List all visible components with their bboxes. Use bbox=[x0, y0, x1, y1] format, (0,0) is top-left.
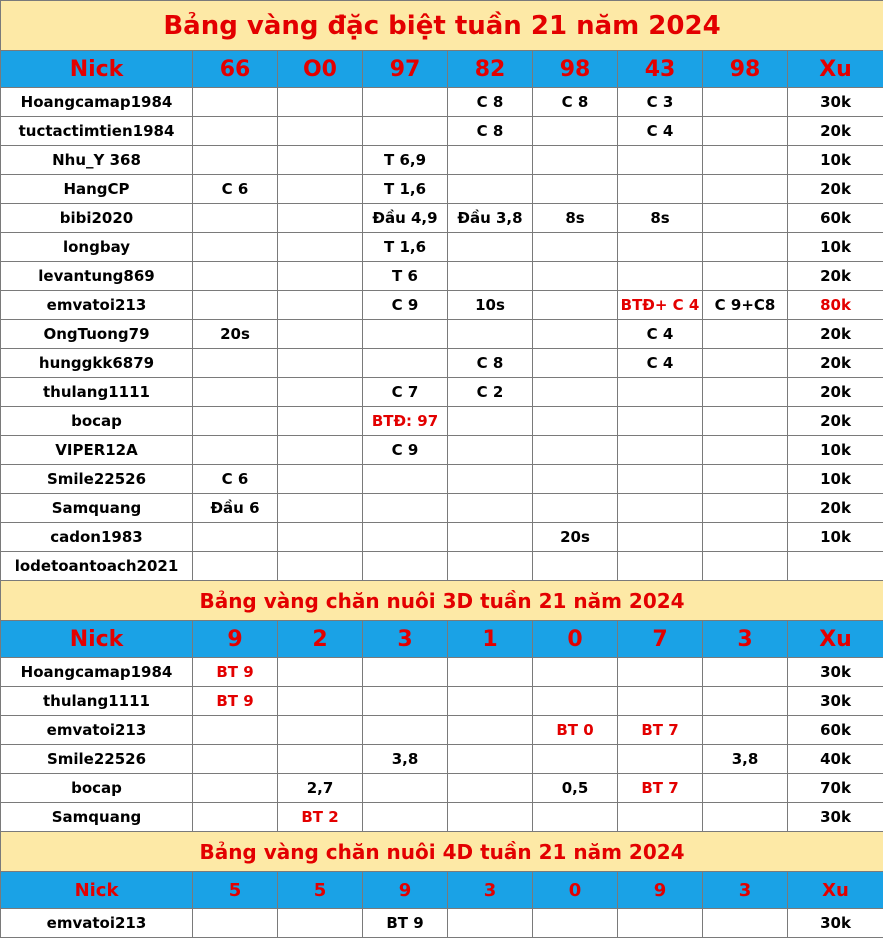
pick-cell bbox=[703, 494, 788, 523]
pick-cell bbox=[363, 465, 448, 494]
xu-cell: 20k bbox=[788, 494, 883, 523]
pick-cell bbox=[278, 465, 363, 494]
pick-cell: 8s bbox=[533, 204, 618, 233]
nick-cell: bocap bbox=[1, 774, 193, 803]
pick-cell bbox=[618, 378, 703, 407]
nick-cell: longbay bbox=[1, 233, 193, 262]
xu-cell: 20k bbox=[788, 378, 883, 407]
pick-cell bbox=[448, 687, 533, 716]
column-header: 0 bbox=[533, 872, 618, 909]
table-row bbox=[1, 349, 883, 378]
table-row bbox=[1, 716, 883, 745]
pick-cell bbox=[618, 465, 703, 494]
pick-cell bbox=[618, 407, 703, 436]
table-row bbox=[1, 552, 883, 581]
xu-cell: 80k bbox=[788, 291, 883, 320]
pick-cell bbox=[448, 407, 533, 436]
column-header: 5 bbox=[193, 872, 278, 909]
pick-cell bbox=[278, 320, 363, 349]
xu-cell: 60k bbox=[788, 716, 883, 745]
nick-cell: bocap bbox=[1, 407, 193, 436]
section-title-3d: Bảng vàng chăn nuôi 3D tuần 21 năm 2024 bbox=[1, 581, 883, 621]
pick-cell bbox=[193, 407, 278, 436]
pick-cell bbox=[363, 687, 448, 716]
pick-cell bbox=[278, 378, 363, 407]
nick-cell: VIPER12A bbox=[1, 436, 193, 465]
nick-cell: Hoangcamap1984 bbox=[1, 88, 193, 117]
table-row bbox=[1, 291, 883, 320]
pick-cell bbox=[703, 378, 788, 407]
pick-cell bbox=[193, 803, 278, 832]
pick-cell bbox=[448, 658, 533, 687]
column-header: Xu bbox=[788, 872, 883, 909]
pick-cell bbox=[363, 552, 448, 581]
nick-cell: tuctactimtien1984 bbox=[1, 117, 193, 146]
pick-cell: BT 9 bbox=[193, 687, 278, 716]
pick-cell bbox=[193, 88, 278, 117]
pick-cell bbox=[278, 687, 363, 716]
pick-cell bbox=[363, 349, 448, 378]
nick-cell: thulang1111 bbox=[1, 687, 193, 716]
pick-cell bbox=[533, 175, 618, 204]
nick-cell: Hoangcamap1984 bbox=[1, 658, 193, 687]
pick-cell: C 8 bbox=[533, 88, 618, 117]
pick-cell bbox=[533, 909, 618, 938]
section-3d-body bbox=[1, 581, 883, 832]
pick-cell: T 1,6 bbox=[363, 175, 448, 204]
pick-cell bbox=[448, 552, 533, 581]
pick-cell bbox=[533, 494, 618, 523]
table-row bbox=[1, 465, 883, 494]
pick-cell: 20s bbox=[193, 320, 278, 349]
column-header: Xu bbox=[788, 621, 883, 658]
pick-cell: C 9 bbox=[363, 436, 448, 465]
table-row bbox=[1, 436, 883, 465]
header-row-4d bbox=[1, 872, 883, 909]
table-row bbox=[1, 320, 883, 349]
pick-cell bbox=[618, 146, 703, 175]
pick-cell bbox=[618, 552, 703, 581]
column-header: 1 bbox=[448, 621, 533, 658]
pick-cell bbox=[193, 716, 278, 745]
pick-cell bbox=[703, 552, 788, 581]
pick-cell bbox=[533, 233, 618, 262]
nick-cell: Nhu_Y 368 bbox=[1, 146, 193, 175]
column-header: 43 bbox=[618, 51, 703, 88]
pick-cell bbox=[193, 745, 278, 774]
pick-cell bbox=[618, 233, 703, 262]
xu-cell: 10k bbox=[788, 233, 883, 262]
pick-cell bbox=[363, 117, 448, 146]
column-header: 0 bbox=[533, 621, 618, 658]
pick-cell: C 9+C8 bbox=[703, 291, 788, 320]
pick-cell: C 9 bbox=[363, 291, 448, 320]
pick-cell bbox=[363, 88, 448, 117]
pick-cell bbox=[278, 117, 363, 146]
pick-cell: 20s bbox=[533, 523, 618, 552]
pick-cell bbox=[533, 803, 618, 832]
column-header: 2 bbox=[278, 621, 363, 658]
nick-cell: thulang1111 bbox=[1, 378, 193, 407]
column-header: 98 bbox=[703, 51, 788, 88]
xu-cell: 10k bbox=[788, 465, 883, 494]
column-header: 9 bbox=[363, 872, 448, 909]
nick-cell: bibi2020 bbox=[1, 204, 193, 233]
nick-cell: lodetoantoach2021 bbox=[1, 552, 193, 581]
pick-cell: C 8 bbox=[448, 117, 533, 146]
pick-cell bbox=[278, 407, 363, 436]
pick-cell: BT 2 bbox=[278, 803, 363, 832]
pick-cell bbox=[703, 909, 788, 938]
pick-cell: BT 9 bbox=[363, 909, 448, 938]
pick-cell bbox=[618, 909, 703, 938]
pick-cell: C 4 bbox=[618, 349, 703, 378]
pick-cell bbox=[448, 803, 533, 832]
pick-cell bbox=[533, 146, 618, 175]
pick-cell bbox=[533, 687, 618, 716]
xu-cell: 20k bbox=[788, 117, 883, 146]
pick-cell bbox=[278, 523, 363, 552]
nick-cell: emvatoi213 bbox=[1, 291, 193, 320]
pick-cell bbox=[278, 88, 363, 117]
table-row bbox=[1, 745, 883, 774]
pick-cell bbox=[363, 803, 448, 832]
pick-cell bbox=[278, 175, 363, 204]
pick-cell: 10s bbox=[448, 291, 533, 320]
column-header: 9 bbox=[193, 621, 278, 658]
pick-cell bbox=[363, 523, 448, 552]
pick-cell bbox=[703, 407, 788, 436]
xu-cell: 10k bbox=[788, 146, 883, 175]
pick-cell bbox=[278, 716, 363, 745]
pick-cell bbox=[533, 262, 618, 291]
pick-cell bbox=[703, 262, 788, 291]
pick-cell bbox=[703, 320, 788, 349]
table-row bbox=[1, 204, 883, 233]
column-header: 3 bbox=[703, 872, 788, 909]
pick-cell bbox=[618, 658, 703, 687]
xu-cell: 30k bbox=[788, 658, 883, 687]
xu-cell: 20k bbox=[788, 262, 883, 291]
xu-cell: 20k bbox=[788, 320, 883, 349]
pick-cell bbox=[278, 552, 363, 581]
section-4d-body bbox=[1, 832, 883, 938]
table-row bbox=[1, 774, 883, 803]
pick-cell: BTĐ+ C 4 bbox=[618, 291, 703, 320]
pick-cell bbox=[363, 658, 448, 687]
pick-cell bbox=[533, 320, 618, 349]
pick-cell: C 2 bbox=[448, 378, 533, 407]
table-row bbox=[1, 687, 883, 716]
pick-cell bbox=[618, 745, 703, 774]
nick-cell: levantung869 bbox=[1, 262, 193, 291]
pick-cell bbox=[618, 436, 703, 465]
pick-cell bbox=[193, 233, 278, 262]
pick-cell bbox=[618, 523, 703, 552]
nick-cell: Samquang bbox=[1, 803, 193, 832]
table-row bbox=[1, 378, 883, 407]
pick-cell: Đầu 3,8 bbox=[448, 204, 533, 233]
pick-cell bbox=[278, 909, 363, 938]
pick-cell bbox=[448, 774, 533, 803]
pick-cell: Đầu 6 bbox=[193, 494, 278, 523]
xu-cell: 30k bbox=[788, 687, 883, 716]
pick-cell bbox=[533, 436, 618, 465]
table-row bbox=[1, 117, 883, 146]
xu-cell: 60k bbox=[788, 204, 883, 233]
nick-cell: Smile22526 bbox=[1, 465, 193, 494]
pick-cell bbox=[363, 716, 448, 745]
column-header: 9 bbox=[618, 872, 703, 909]
pick-cell bbox=[193, 774, 278, 803]
pick-cell bbox=[278, 262, 363, 291]
pick-cell bbox=[193, 291, 278, 320]
pick-cell bbox=[278, 745, 363, 774]
pick-cell bbox=[193, 146, 278, 175]
pick-cell bbox=[363, 320, 448, 349]
pick-cell bbox=[703, 687, 788, 716]
table-row bbox=[1, 88, 883, 117]
section-title-4d: Bảng vàng chăn nuôi 4D tuần 21 năm 2024 bbox=[1, 832, 883, 872]
pick-cell bbox=[448, 745, 533, 774]
pick-cell: C 6 bbox=[193, 175, 278, 204]
pick-cell bbox=[193, 204, 278, 233]
pick-cell bbox=[448, 320, 533, 349]
xu-cell: 30k bbox=[788, 803, 883, 832]
pick-cell bbox=[618, 262, 703, 291]
section-special-body bbox=[1, 1, 883, 581]
column-header: 66 bbox=[193, 51, 278, 88]
column-header: O0 bbox=[278, 51, 363, 88]
column-header: 5 bbox=[278, 872, 363, 909]
column-header: 3 bbox=[703, 621, 788, 658]
pick-cell bbox=[703, 803, 788, 832]
pick-cell: BT 9 bbox=[193, 658, 278, 687]
column-header: 98 bbox=[533, 51, 618, 88]
pick-cell bbox=[448, 146, 533, 175]
pick-cell bbox=[363, 494, 448, 523]
column-header: Xu bbox=[788, 51, 883, 88]
pick-cell: C 8 bbox=[448, 88, 533, 117]
pick-cell bbox=[193, 117, 278, 146]
pick-cell bbox=[278, 233, 363, 262]
pick-cell bbox=[703, 117, 788, 146]
xu-cell: 10k bbox=[788, 523, 883, 552]
pick-cell bbox=[703, 465, 788, 494]
pick-cell bbox=[703, 716, 788, 745]
pick-cell bbox=[703, 523, 788, 552]
nick-cell: emvatoi213 bbox=[1, 716, 193, 745]
pick-cell bbox=[618, 803, 703, 832]
xu-cell: 20k bbox=[788, 175, 883, 204]
table-row bbox=[1, 262, 883, 291]
column-header: 97 bbox=[363, 51, 448, 88]
pick-cell bbox=[533, 291, 618, 320]
pick-cell bbox=[448, 233, 533, 262]
column-header: 3 bbox=[363, 621, 448, 658]
pick-cell bbox=[448, 494, 533, 523]
pick-cell bbox=[703, 146, 788, 175]
pick-cell bbox=[193, 349, 278, 378]
pick-cell bbox=[703, 349, 788, 378]
nick-cell: Smile22526 bbox=[1, 745, 193, 774]
column-header: Nick bbox=[1, 872, 193, 909]
pick-cell: 0,5 bbox=[533, 774, 618, 803]
pick-cell: BT 7 bbox=[618, 774, 703, 803]
pick-cell: T 1,6 bbox=[363, 233, 448, 262]
pick-cell: C 7 bbox=[363, 378, 448, 407]
pick-cell: BT 0 bbox=[533, 716, 618, 745]
pick-cell bbox=[278, 494, 363, 523]
pick-cell bbox=[703, 658, 788, 687]
nick-cell: cadon1983 bbox=[1, 523, 193, 552]
pick-cell bbox=[448, 262, 533, 291]
pick-cell bbox=[533, 465, 618, 494]
pick-cell bbox=[618, 494, 703, 523]
pick-cell bbox=[193, 262, 278, 291]
pick-cell bbox=[533, 552, 618, 581]
pick-cell bbox=[448, 716, 533, 745]
table-row bbox=[1, 146, 883, 175]
pick-cell bbox=[278, 146, 363, 175]
table-row bbox=[1, 175, 883, 204]
pick-cell: 3,8 bbox=[363, 745, 448, 774]
table-row bbox=[1, 494, 883, 523]
nick-cell: hunggkk6879 bbox=[1, 349, 193, 378]
pick-cell bbox=[448, 175, 533, 204]
pick-cell bbox=[703, 774, 788, 803]
pick-cell bbox=[193, 378, 278, 407]
pick-cell bbox=[193, 552, 278, 581]
pick-cell: C 4 bbox=[618, 320, 703, 349]
pick-cell: 3,8 bbox=[703, 745, 788, 774]
table-row bbox=[1, 803, 883, 832]
pick-cell bbox=[278, 349, 363, 378]
pick-cell: C 3 bbox=[618, 88, 703, 117]
xu-cell: 30k bbox=[788, 88, 883, 117]
xu-cell: 40k bbox=[788, 745, 883, 774]
table-row bbox=[1, 523, 883, 552]
pick-cell bbox=[533, 745, 618, 774]
pick-cell: C 8 bbox=[448, 349, 533, 378]
pick-cell: C 4 bbox=[618, 117, 703, 146]
pick-cell bbox=[533, 407, 618, 436]
header-row-3d bbox=[1, 621, 883, 658]
pick-cell bbox=[533, 378, 618, 407]
pick-cell bbox=[448, 436, 533, 465]
xu-cell: 30k bbox=[788, 909, 883, 938]
section-title-special: Bảng vàng đặc biệt tuần 21 năm 2024 bbox=[1, 1, 883, 51]
column-header: 3 bbox=[448, 872, 533, 909]
pick-cell bbox=[448, 465, 533, 494]
table-row bbox=[1, 407, 883, 436]
pick-cell bbox=[703, 233, 788, 262]
nick-cell: emvatoi213 bbox=[1, 909, 193, 938]
column-header: Nick bbox=[1, 621, 193, 658]
nick-cell: Samquang bbox=[1, 494, 193, 523]
table-row bbox=[1, 909, 883, 938]
header-row-special bbox=[1, 51, 883, 88]
nick-cell: HangCP bbox=[1, 175, 193, 204]
pick-cell: BT 7 bbox=[618, 716, 703, 745]
pick-cell bbox=[618, 687, 703, 716]
column-header: 7 bbox=[618, 621, 703, 658]
pick-cell bbox=[278, 204, 363, 233]
pick-cell bbox=[193, 523, 278, 552]
table-row bbox=[1, 233, 883, 262]
pick-cell: 8s bbox=[618, 204, 703, 233]
pick-cell: 2,7 bbox=[278, 774, 363, 803]
pick-cell bbox=[278, 436, 363, 465]
pick-cell: T 6 bbox=[363, 262, 448, 291]
pick-cell bbox=[703, 88, 788, 117]
nick-cell: OngTuong79 bbox=[1, 320, 193, 349]
pick-cell bbox=[533, 349, 618, 378]
xu-cell bbox=[788, 552, 883, 581]
xu-cell: 20k bbox=[788, 349, 883, 378]
pick-cell bbox=[703, 175, 788, 204]
pick-cell bbox=[193, 909, 278, 938]
pick-cell bbox=[703, 204, 788, 233]
xu-cell: 70k bbox=[788, 774, 883, 803]
pick-cell bbox=[533, 658, 618, 687]
column-header: Nick bbox=[1, 51, 193, 88]
pick-cell bbox=[278, 658, 363, 687]
xu-cell: 20k bbox=[788, 407, 883, 436]
pick-cell bbox=[278, 291, 363, 320]
xu-cell: 10k bbox=[788, 436, 883, 465]
pick-cell bbox=[448, 909, 533, 938]
column-header: 82 bbox=[448, 51, 533, 88]
pick-cell: T 6,9 bbox=[363, 146, 448, 175]
pick-cell: C 6 bbox=[193, 465, 278, 494]
pick-cell: BTĐ: 97 bbox=[363, 407, 448, 436]
pick-cell bbox=[618, 175, 703, 204]
pick-cell bbox=[448, 523, 533, 552]
pick-cell bbox=[703, 436, 788, 465]
pick-cell bbox=[533, 117, 618, 146]
pick-cell bbox=[363, 774, 448, 803]
pick-cell: Đầu 4,9 bbox=[363, 204, 448, 233]
pick-cell bbox=[193, 436, 278, 465]
table-row bbox=[1, 658, 883, 687]
